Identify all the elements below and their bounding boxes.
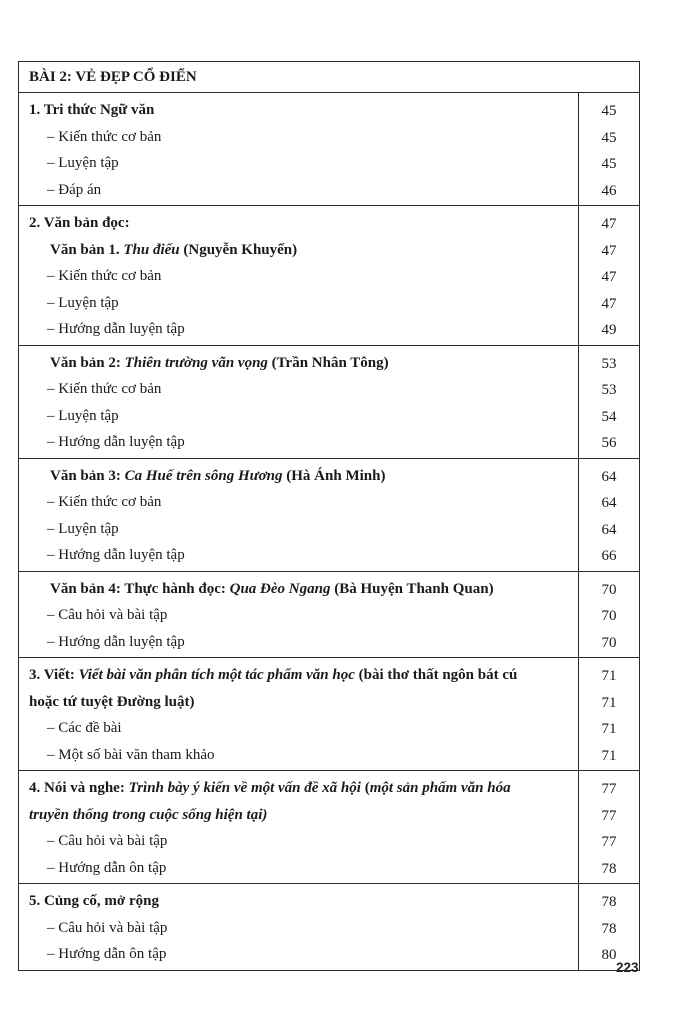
entry-text: Văn bản 3: <box>50 467 125 484</box>
page-column <box>578 658 639 770</box>
toc-entry <box>19 516 578 543</box>
entry-text: – Hướng dẫn luyện tập <box>47 434 185 450</box>
entry-text: – Hướng dẫn ôn tập <box>47 859 167 876</box>
toc-entries <box>19 459 578 571</box>
toc-entry <box>19 662 578 689</box>
entry-text: – Hướng dẫn luyện tập <box>47 321 185 337</box>
entry-text: 2. Văn bản đọc: <box>29 215 130 231</box>
toc-entry <box>19 888 578 915</box>
toc-entry <box>19 602 578 629</box>
toc-entries <box>19 658 578 770</box>
toc-entry <box>19 290 578 317</box>
entry-page-number: 47 <box>601 216 617 232</box>
entry-page-number: 47 <box>601 295 617 312</box>
entry-text: – Câu hỏi và bài tập <box>47 833 168 849</box>
entry-page-number: 56 <box>601 435 617 451</box>
toc-entry <box>19 177 578 204</box>
entry-page-number: 71 <box>601 747 617 764</box>
toc-entries <box>19 572 578 658</box>
entry-text: Qua Đèo Ngang <box>229 580 331 597</box>
entry-page-number: 47 <box>601 242 617 259</box>
entry-page-number: 64 <box>601 468 617 485</box>
toc-entry <box>19 629 578 656</box>
toc-entry <box>19 150 578 177</box>
entry-page-number: 64 <box>601 521 617 538</box>
entry-page-number: 49 <box>601 322 617 338</box>
toc-section <box>19 884 639 970</box>
toc-section <box>19 572 639 659</box>
toc-section <box>19 93 639 206</box>
toc-entry <box>19 941 578 968</box>
toc-entry <box>19 210 578 237</box>
entry-page-number: 45 <box>601 129 617 146</box>
toc-entry <box>19 742 578 769</box>
entry-page-number: 71 <box>601 721 617 737</box>
toc-entries <box>19 346 578 458</box>
entry-text: – Câu hỏi và bài tập <box>47 607 168 623</box>
toc-section <box>19 459 639 572</box>
entry-text: Văn bản 4: Thực hành đọc: <box>50 580 230 597</box>
toc-entry <box>19 463 578 490</box>
entry-text: – Hướng dẫn luyện tập <box>47 547 185 563</box>
toc-entry <box>19 689 578 716</box>
entry-text: Văn bản 1. <box>50 241 124 258</box>
entry-text: ( <box>360 780 370 796</box>
entry-text: – Kiến thức cơ bản <box>47 128 162 145</box>
entry-text: – Câu hỏi và bài tập <box>47 919 168 936</box>
entry-text: (Trần Nhân Tông) <box>267 354 389 371</box>
entry-page-number: 77 <box>601 781 617 797</box>
toc-entries <box>19 884 578 970</box>
toc-entry <box>19 576 578 603</box>
entry-text: – Luyện tập <box>47 294 119 311</box>
entry-text: – Hướng dẫn ôn tập <box>47 946 167 962</box>
page-column <box>578 771 639 883</box>
toc-section <box>19 346 639 459</box>
entry-text: (Hà Ánh Minh) <box>282 467 386 484</box>
entry-page-number: 77 <box>601 807 617 824</box>
page-column <box>578 346 639 458</box>
entry-text: một sản phẩm văn hóa <box>369 780 511 796</box>
toc-entry <box>19 263 578 290</box>
entry-text: Ca Huế trên sông Hương <box>124 467 283 484</box>
entry-text: 3. Viết: <box>29 667 79 683</box>
entry-page-number: 78 <box>601 920 617 937</box>
entry-text: – Luyện tập <box>47 407 119 424</box>
entry-page-number: 80 <box>601 947 617 963</box>
entry-page-number: 78 <box>601 860 617 877</box>
entry-page-number: 66 <box>601 548 617 564</box>
entry-text: hoặc tứ tuyệt Đường luật) <box>29 693 195 710</box>
entry-text: Thiên trường vãn vọng <box>124 354 268 371</box>
entry-text: – Kiến thức cơ bản <box>47 494 162 510</box>
entry-text: – Kiến thức cơ bản <box>47 268 162 284</box>
entry-text: (Bà Huyện Thanh Quan) <box>330 580 494 597</box>
entry-page-number: 47 <box>601 269 617 285</box>
toc-entry <box>19 350 578 377</box>
entry-text: (Nguyễn Khuyến) <box>179 241 298 258</box>
entry-text: – Hướng dẫn luyện tập <box>47 633 185 650</box>
entry-text: – Đáp án <box>47 181 102 198</box>
entry-page-number: 53 <box>601 382 617 398</box>
entry-text: – Luyện tập <box>47 155 119 171</box>
entry-page-number: 78 <box>601 894 617 910</box>
toc-section <box>19 658 639 771</box>
toc-entries <box>19 93 578 205</box>
entry-text: Thu điếu <box>123 241 180 258</box>
entry-text: – Kiến thức cơ bản <box>47 381 162 397</box>
toc-entry <box>19 237 578 264</box>
page-number: 223 <box>616 960 639 975</box>
entry-text: truyền thống trong cuộc sống hiện tại) <box>29 806 268 823</box>
entry-page-number: 77 <box>601 834 617 850</box>
entry-text: – Một số bài văn tham khảo <box>47 746 215 763</box>
entry-page-number: 71 <box>601 694 617 711</box>
toc-entry <box>19 316 578 343</box>
entry-page-number: 64 <box>601 495 617 511</box>
toc-entries <box>19 771 578 883</box>
toc-entry <box>19 855 578 882</box>
lesson-header: BÀI 2: VẺ ĐẸP CỔ ĐIỂN <box>19 62 639 93</box>
page-column <box>578 206 639 345</box>
toc-entry <box>19 542 578 569</box>
entry-page-number: 45 <box>601 103 617 119</box>
entry-text: 5. Củng cố, mở rộng <box>29 893 159 909</box>
toc-section <box>19 771 639 884</box>
page-column <box>578 572 639 658</box>
entry-page-number: 53 <box>601 355 617 372</box>
toc-entry <box>19 828 578 855</box>
entry-text: 4. Nói và nghe: <box>29 780 129 796</box>
toc-entry <box>19 97 578 124</box>
toc-entry <box>19 403 578 430</box>
entry-page-number: 46 <box>601 182 617 199</box>
toc-entries <box>19 206 578 345</box>
entry-page-number: 45 <box>601 156 617 172</box>
page-column <box>578 459 639 571</box>
entry-page-number: 71 <box>601 668 617 684</box>
toc-entry <box>19 489 578 516</box>
toc-entry <box>19 802 578 829</box>
toc-sections <box>19 93 639 970</box>
entry-text: – Luyện tập <box>47 520 119 537</box>
toc-entry <box>19 124 578 151</box>
entry-text: (bài thơ thất ngôn bát cú <box>354 667 518 683</box>
page-column <box>578 884 639 970</box>
entry-page-number: 70 <box>601 634 617 651</box>
entry-text: Văn bản 2: <box>50 354 125 371</box>
table-of-contents <box>18 61 640 971</box>
toc-entry <box>19 376 578 403</box>
toc-entry <box>19 775 578 802</box>
entry-text: 1. Tri thức Ngữ văn <box>29 102 155 118</box>
toc-entry <box>19 429 578 456</box>
entry-text: Trình bày ý kiến về một vấn đề xã hội <box>128 780 361 796</box>
toc-entry <box>19 915 578 942</box>
toc-section <box>19 206 639 346</box>
entry-page-number: 54 <box>601 408 617 425</box>
entry-text: Viết bài văn phân tích một tác phẩm văn học <box>78 667 355 683</box>
toc-entry <box>19 715 578 742</box>
page-column <box>578 93 639 205</box>
entry-text: – Các đề bài <box>47 720 122 736</box>
entry-page-number: 70 <box>601 608 617 624</box>
entry-page-number: 70 <box>601 581 617 598</box>
